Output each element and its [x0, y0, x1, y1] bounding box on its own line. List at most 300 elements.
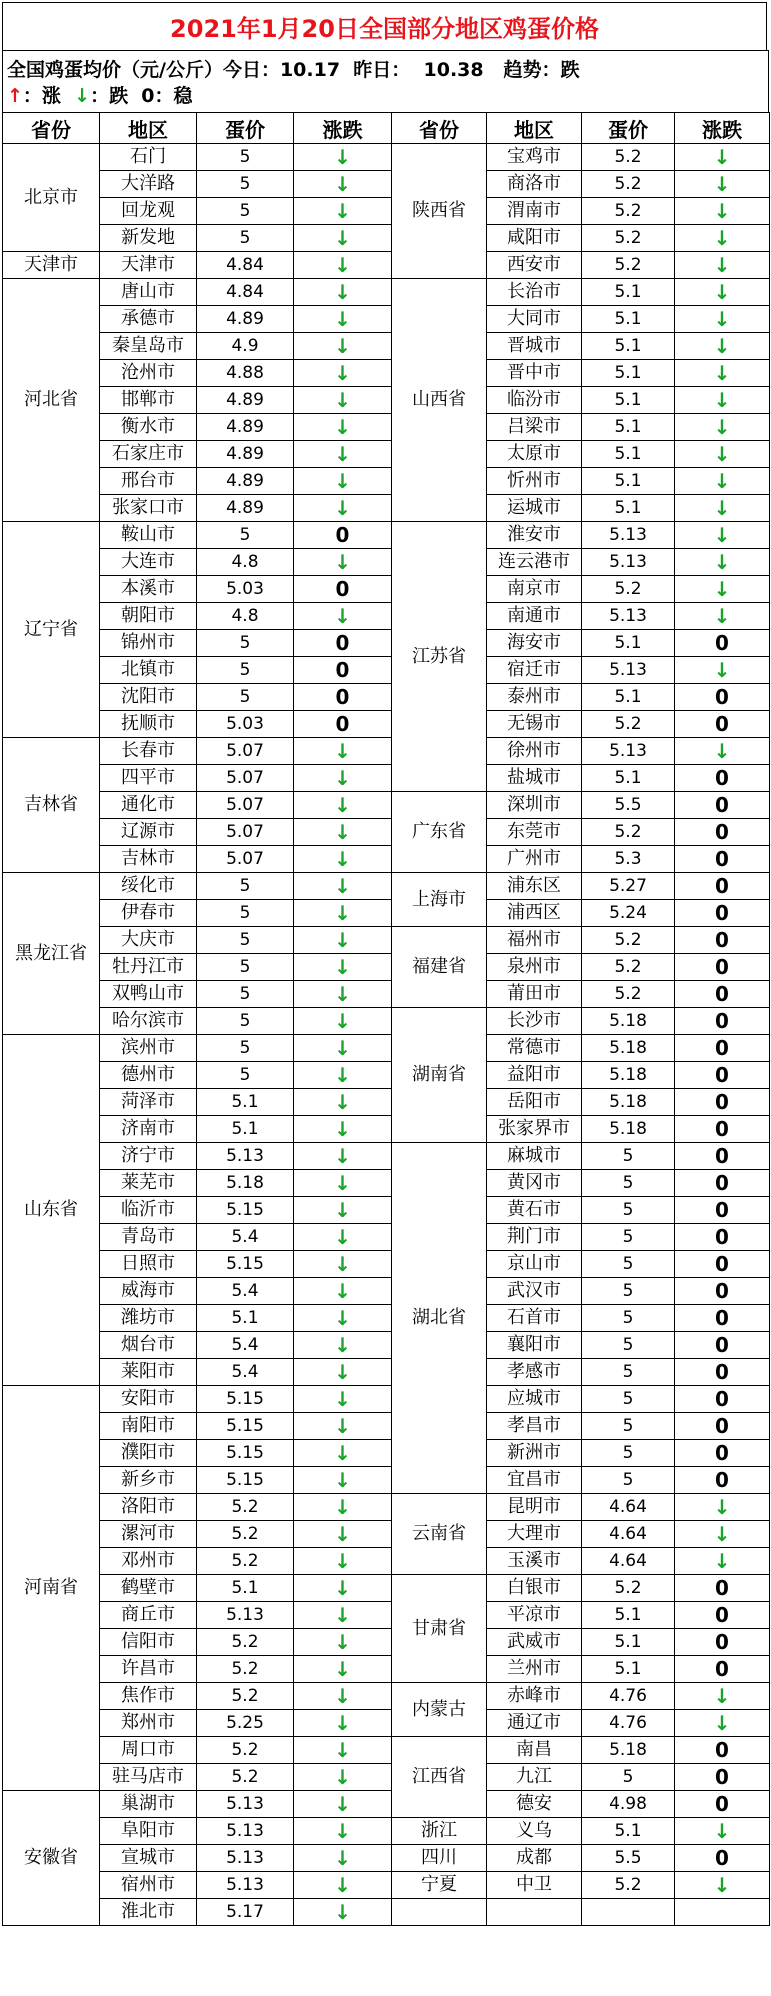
province-cell: 上海市 [392, 873, 487, 927]
region-cell: 渭南市 [487, 198, 582, 225]
table-row [3, 792, 770, 819]
summary-block [2, 50, 769, 112]
down-arrow-icon: ↓ [294, 1170, 392, 1197]
province-cell: 辽宁省 [3, 522, 100, 738]
price-cell: 5 [582, 1224, 675, 1251]
region-cell: 常德市 [487, 1035, 582, 1062]
region-cell: 回龙观 [100, 198, 197, 225]
price-cell: 5.15 [197, 1413, 294, 1440]
price-cell: 5.1 [582, 1656, 675, 1683]
province-cell: 黑龙江省 [3, 873, 100, 1035]
price-cell: 5 [197, 630, 294, 657]
region-cell: 北镇市 [100, 657, 197, 684]
price-cell: 5.13 [582, 657, 675, 684]
trend-cell: 0 [675, 1467, 770, 1494]
trend-cell: 0 [675, 1737, 770, 1764]
region-cell: 日照市 [100, 1251, 197, 1278]
region-cell: 南京市 [487, 576, 582, 603]
down-arrow-icon: ↓ [294, 279, 392, 306]
down-arrow-icon: ↓ [294, 1305, 392, 1332]
region-cell: 南通市 [487, 603, 582, 630]
price-cell: 5.1 [582, 333, 675, 360]
table-row [3, 1278, 770, 1305]
table-row [3, 1791, 770, 1818]
province-cell: 甘肃省 [392, 1575, 487, 1683]
region-cell: 咸阳市 [487, 225, 582, 252]
trend-cell: 0 [675, 1251, 770, 1278]
down-arrow-icon: ↓ [294, 1008, 392, 1035]
price-cell: 5.1 [582, 279, 675, 306]
price-cell: 5 [197, 657, 294, 684]
national-average-text: 全国鸡蛋均价（元/公斤）今日：10.17 昨日： 10.38 趋势：跌 [7, 59, 580, 81]
trend-cell: 0 [675, 1224, 770, 1251]
price-cell: 5.13 [197, 1818, 294, 1845]
price-cell: 5.4 [197, 1359, 294, 1386]
province-cell: 福建省 [392, 927, 487, 1008]
price-cell: 5.18 [197, 1170, 294, 1197]
down-arrow-icon: ↓ [675, 387, 770, 414]
table-row [3, 522, 770, 549]
province-cell [392, 1899, 487, 1926]
down-arrow-icon: ↓ [294, 1845, 392, 1872]
price-cell: 5.07 [197, 792, 294, 819]
down-arrow-icon: ↓ [294, 1116, 392, 1143]
region-cell: 晋中市 [487, 360, 582, 387]
price-cell: 5.2 [197, 1494, 294, 1521]
region-cell: 石首市 [487, 1305, 582, 1332]
column-header: 蛋价 [582, 113, 675, 144]
price-cell: 5.24 [582, 900, 675, 927]
region-cell: 周口市 [100, 1737, 197, 1764]
down-arrow-icon: ↓ [294, 198, 392, 225]
trend-cell: 0 [675, 1089, 770, 1116]
price-cell: 5.15 [197, 1467, 294, 1494]
down-arrow-icon: ↓ [294, 468, 392, 495]
table-row [3, 387, 770, 414]
price-cell: 5 [582, 1251, 675, 1278]
price-cell: 5.1 [197, 1089, 294, 1116]
price-cell: 5 [197, 873, 294, 900]
down-arrow-icon: ↓ [675, 1710, 770, 1737]
region-cell: 西安市 [487, 252, 582, 279]
down-arrow-icon: ↓ [675, 1818, 770, 1845]
region-cell: 通化市 [100, 792, 197, 819]
region-cell: 孝感市 [487, 1359, 582, 1386]
region-cell: 黄石市 [487, 1197, 582, 1224]
price-cell: 5.1 [582, 765, 675, 792]
price-cell: 5.13 [582, 522, 675, 549]
price-cell: 5 [197, 900, 294, 927]
trend-cell: 0 [675, 1413, 770, 1440]
table-row [3, 1656, 770, 1683]
down-arrow-icon: ↓ [675, 1548, 770, 1575]
table-row [3, 441, 770, 468]
region-cell: 应城市 [487, 1386, 582, 1413]
down-arrow-icon: ↓ [675, 333, 770, 360]
price-cell: 5.2 [197, 1521, 294, 1548]
region-cell: 浦西区 [487, 900, 582, 927]
trend-cell: 0 [675, 1845, 770, 1872]
region-cell: 大连市 [100, 549, 197, 576]
down-arrow-icon: ↓ [294, 1656, 392, 1683]
table-row [3, 1629, 770, 1656]
down-arrow-icon: ↓ [675, 657, 770, 684]
legend-line [7, 83, 768, 109]
trend-cell: 0 [675, 630, 770, 657]
price-cell: 5.17 [197, 1899, 294, 1926]
trend-cell: 0 [675, 1656, 770, 1683]
table-row [3, 1764, 770, 1791]
down-arrow-icon: ↓ [675, 1683, 770, 1710]
down-arrow-icon: ↓ [294, 1467, 392, 1494]
price-cell: 5.2 [582, 981, 675, 1008]
region-cell: 荆门市 [487, 1224, 582, 1251]
province-cell: 湖北省 [392, 1143, 487, 1494]
trend-cell: 0 [675, 1440, 770, 1467]
price-cell: 4.89 [197, 441, 294, 468]
region-cell: 岳阳市 [487, 1089, 582, 1116]
price-cell: 5.1 [197, 1305, 294, 1332]
down-arrow-icon: ↓ [294, 1872, 392, 1899]
down-arrow-icon: ↓ [675, 252, 770, 279]
region-cell: 秦皇岛市 [100, 333, 197, 360]
price-cell: 5.13 [582, 549, 675, 576]
province-cell: 河南省 [3, 1386, 100, 1791]
region-cell: 鹤壁市 [100, 1575, 197, 1602]
down-arrow-icon: ↓ [74, 85, 91, 107]
price-cell: 5.2 [197, 1656, 294, 1683]
region-cell: 麻城市 [487, 1143, 582, 1170]
down-arrow-icon: ↓ [294, 1413, 392, 1440]
province-cell: 陕西省 [392, 144, 487, 279]
table-row [3, 1008, 770, 1035]
table-row [3, 954, 770, 981]
region-cell: 双鸭山市 [100, 981, 197, 1008]
table-row [3, 1575, 770, 1602]
table-row [3, 1386, 770, 1413]
price-cell: 5.2 [582, 576, 675, 603]
region-cell: 宝鸡市 [487, 144, 582, 171]
region-cell: 孝昌市 [487, 1413, 582, 1440]
down-arrow-icon: ↓ [294, 738, 392, 765]
price-cell: 5.18 [582, 1035, 675, 1062]
down-arrow-icon: ↓ [294, 900, 392, 927]
down-arrow-icon: ↓ [294, 1575, 392, 1602]
price-cell: 5 [582, 1143, 675, 1170]
trend-cell: 0 [294, 522, 392, 549]
table-row [3, 495, 770, 522]
region-cell: 邢台市 [100, 468, 197, 495]
down-arrow-icon: ↓ [294, 360, 392, 387]
price-cell: 4.64 [582, 1548, 675, 1575]
down-arrow-icon: ↓ [294, 1359, 392, 1386]
price-cell: 5.2 [582, 927, 675, 954]
region-cell: 唐山市 [100, 279, 197, 306]
price-cell: 5 [582, 1359, 675, 1386]
table-row [3, 1413, 770, 1440]
price-cell: 5.4 [197, 1278, 294, 1305]
down-arrow-icon: ↓ [675, 1494, 770, 1521]
price-cell: 5 [197, 1008, 294, 1035]
region-cell: 济南市 [100, 1116, 197, 1143]
price-cell: 4.84 [197, 252, 294, 279]
price-cell: 5.5 [582, 1845, 675, 1872]
region-cell: 莱芜市 [100, 1170, 197, 1197]
region-cell: 吕梁市 [487, 414, 582, 441]
price-cell: 5.1 [582, 441, 675, 468]
down-arrow-icon: ↓ [294, 1602, 392, 1629]
price-cell: 5.2 [582, 1872, 675, 1899]
region-cell: 德安 [487, 1791, 582, 1818]
table-row [3, 1251, 770, 1278]
region-cell: 抚顺市 [100, 711, 197, 738]
trend-cell: 0 [675, 1008, 770, 1035]
region-cell: 广州市 [487, 846, 582, 873]
price-cell: 5.1 [197, 1575, 294, 1602]
province-cell: 广东省 [392, 792, 487, 873]
trend-cell: 0 [675, 873, 770, 900]
national-average-line [7, 57, 768, 83]
down-arrow-icon: ↓ [675, 225, 770, 252]
region-cell: 新乡市 [100, 1467, 197, 1494]
price-cell: 5 [197, 1062, 294, 1089]
legend-up-label: ：涨 [22, 85, 75, 107]
price-cell: 5 [582, 1386, 675, 1413]
down-arrow-icon: ↓ [294, 1683, 392, 1710]
region-cell: 太原市 [487, 441, 582, 468]
down-arrow-icon: ↓ [675, 468, 770, 495]
price-cell: 5.15 [197, 1197, 294, 1224]
table-row [3, 1602, 770, 1629]
table-row [3, 306, 770, 333]
column-header: 地区 [487, 113, 582, 144]
down-arrow-icon: ↓ [294, 1629, 392, 1656]
column-header: 省份 [3, 113, 100, 144]
region-cell: 大理市 [487, 1521, 582, 1548]
price-cell: 5 [197, 198, 294, 225]
down-arrow-icon: ↓ [294, 981, 392, 1008]
down-arrow-icon: ↓ [294, 1818, 392, 1845]
region-cell: 新洲市 [487, 1440, 582, 1467]
region-cell: 泉州市 [487, 954, 582, 981]
price-cell: 4.89 [197, 387, 294, 414]
trend-cell: 0 [675, 1629, 770, 1656]
header-row [3, 113, 770, 144]
price-cell: 4.84 [197, 279, 294, 306]
table-row [3, 1035, 770, 1062]
table-row [3, 1710, 770, 1737]
table-row [3, 1548, 770, 1575]
region-cell: 益阳市 [487, 1062, 582, 1089]
price-cell: 5.4 [197, 1224, 294, 1251]
trend-cell: 0 [675, 765, 770, 792]
legend-down-label: ：跌 0：稳 [90, 85, 193, 107]
table-row [3, 819, 770, 846]
down-arrow-icon: ↓ [675, 198, 770, 225]
table-row [3, 1494, 770, 1521]
down-arrow-icon: ↓ [294, 387, 392, 414]
down-arrow-icon: ↓ [294, 1764, 392, 1791]
region-cell: 商丘市 [100, 1602, 197, 1629]
region-cell: 阜阳市 [100, 1818, 197, 1845]
table-row [3, 1521, 770, 1548]
down-arrow-icon: ↓ [675, 1872, 770, 1899]
region-cell: 宜昌市 [487, 1467, 582, 1494]
down-arrow-icon: ↓ [294, 1251, 392, 1278]
region-cell: 邓州市 [100, 1548, 197, 1575]
table-row [3, 1332, 770, 1359]
price-cell: 4.9 [197, 333, 294, 360]
price-cell: 5.1 [582, 468, 675, 495]
down-arrow-icon: ↓ [294, 927, 392, 954]
price-cell: 5.1 [582, 387, 675, 414]
down-arrow-icon: ↓ [294, 1143, 392, 1170]
trend-cell: 0 [675, 927, 770, 954]
down-arrow-icon: ↓ [675, 738, 770, 765]
region-cell: 通辽市 [487, 1710, 582, 1737]
price-cell: 5.18 [582, 1089, 675, 1116]
down-arrow-icon: ↓ [294, 954, 392, 981]
column-header: 地区 [100, 113, 197, 144]
down-arrow-icon: ↓ [294, 1332, 392, 1359]
region-cell: 忻州市 [487, 468, 582, 495]
trend-cell: 0 [675, 1197, 770, 1224]
region-cell: 石家庄市 [100, 441, 197, 468]
down-arrow-icon: ↓ [294, 1386, 392, 1413]
price-cell: 5 [197, 1035, 294, 1062]
down-arrow-icon: ↓ [675, 1521, 770, 1548]
down-arrow-icon: ↓ [294, 225, 392, 252]
table-row [3, 252, 770, 279]
price-cell: 5.15 [197, 1251, 294, 1278]
trend-cell: 0 [294, 657, 392, 684]
price-cell: 5.13 [197, 1602, 294, 1629]
region-cell: 辽源市 [100, 819, 197, 846]
down-arrow-icon: ↓ [294, 873, 392, 900]
region-cell: 张家口市 [100, 495, 197, 522]
down-arrow-icon: ↓ [294, 1278, 392, 1305]
trend-cell: 0 [675, 954, 770, 981]
price-cell: 5.1 [582, 1818, 675, 1845]
price-cell: 5.2 [197, 1629, 294, 1656]
price-cell: 5.1 [582, 360, 675, 387]
region-cell: 义乌 [487, 1818, 582, 1845]
region-cell: 承德市 [100, 306, 197, 333]
down-arrow-icon: ↓ [675, 549, 770, 576]
price-cell: 5.13 [197, 1872, 294, 1899]
table-row [3, 144, 770, 171]
region-cell: 漯河市 [100, 1521, 197, 1548]
price-cell: 5.2 [582, 954, 675, 981]
region-cell: 衡水市 [100, 414, 197, 441]
region-cell: 赤峰市 [487, 1683, 582, 1710]
price-cell: 5.13 [197, 1845, 294, 1872]
down-arrow-icon: ↓ [675, 576, 770, 603]
table-row [3, 225, 770, 252]
table-row [3, 1737, 770, 1764]
price-cell: 5.18 [582, 1116, 675, 1143]
price-cell: 4.89 [197, 414, 294, 441]
down-arrow-icon: ↓ [294, 1089, 392, 1116]
price-cell: 5.2 [582, 198, 675, 225]
table-row [3, 1197, 770, 1224]
region-cell: 淮北市 [100, 1899, 197, 1926]
price-cell: 5 [582, 1197, 675, 1224]
down-arrow-icon: ↓ [675, 441, 770, 468]
region-cell: 东莞市 [487, 819, 582, 846]
price-cell: 5.13 [582, 603, 675, 630]
price-cell: 5.2 [582, 1575, 675, 1602]
down-arrow-icon: ↓ [675, 279, 770, 306]
province-cell: 天津市 [3, 252, 100, 279]
trend-cell: 0 [675, 981, 770, 1008]
region-cell: 兰州市 [487, 1656, 582, 1683]
region-cell: 晋城市 [487, 333, 582, 360]
region-cell: 深圳市 [487, 792, 582, 819]
trend-cell: 0 [675, 1332, 770, 1359]
region-cell: 哈尔滨市 [100, 1008, 197, 1035]
down-arrow-icon: ↓ [294, 1521, 392, 1548]
price-table [2, 112, 770, 1926]
region-cell: 临汾市 [487, 387, 582, 414]
region-cell: 长沙市 [487, 1008, 582, 1035]
trend-cell: 0 [675, 1170, 770, 1197]
trend-cell: 0 [675, 1278, 770, 1305]
table-row [3, 1224, 770, 1251]
trend-cell: 0 [675, 711, 770, 738]
region-cell: 安阳市 [100, 1386, 197, 1413]
province-cell: 江西省 [392, 1737, 487, 1818]
down-arrow-icon: ↓ [294, 1197, 392, 1224]
price-cell: 5.2 [582, 225, 675, 252]
price-cell: 5.03 [197, 711, 294, 738]
table-row [3, 1089, 770, 1116]
price-cell: 5.1 [582, 630, 675, 657]
up-arrow-icon: ↑ [7, 85, 23, 107]
region-cell: 德州市 [100, 1062, 197, 1089]
trend-cell: 0 [294, 630, 392, 657]
price-cell: 5.1 [197, 1116, 294, 1143]
province-cell: 江苏省 [392, 522, 487, 792]
down-arrow-icon: ↓ [675, 306, 770, 333]
price-cell: 5 [582, 1440, 675, 1467]
down-arrow-icon: ↓ [294, 171, 392, 198]
table-row [3, 1845, 770, 1872]
price-cell: 5.25 [197, 1710, 294, 1737]
region-cell: 四平市 [100, 765, 197, 792]
region-cell: 泰州市 [487, 684, 582, 711]
down-arrow-icon: ↓ [294, 306, 392, 333]
table-row [3, 603, 770, 630]
down-arrow-icon: ↓ [675, 522, 770, 549]
table-row [3, 333, 770, 360]
region-cell: 长治市 [487, 279, 582, 306]
price-cell: 5.2 [582, 711, 675, 738]
trend-cell: 0 [675, 819, 770, 846]
table-row [3, 738, 770, 765]
trend-cell: 0 [675, 1305, 770, 1332]
province-cell: 安徽省 [3, 1791, 100, 1926]
region-cell: 烟台市 [100, 1332, 197, 1359]
region-cell: 昆明市 [487, 1494, 582, 1521]
down-arrow-icon: ↓ [294, 765, 392, 792]
region-cell: 牡丹江市 [100, 954, 197, 981]
price-cell [582, 1899, 675, 1926]
province-cell: 山西省 [392, 279, 487, 522]
down-arrow-icon: ↓ [294, 144, 392, 171]
table-row [3, 765, 770, 792]
price-cell: 5 [582, 1332, 675, 1359]
